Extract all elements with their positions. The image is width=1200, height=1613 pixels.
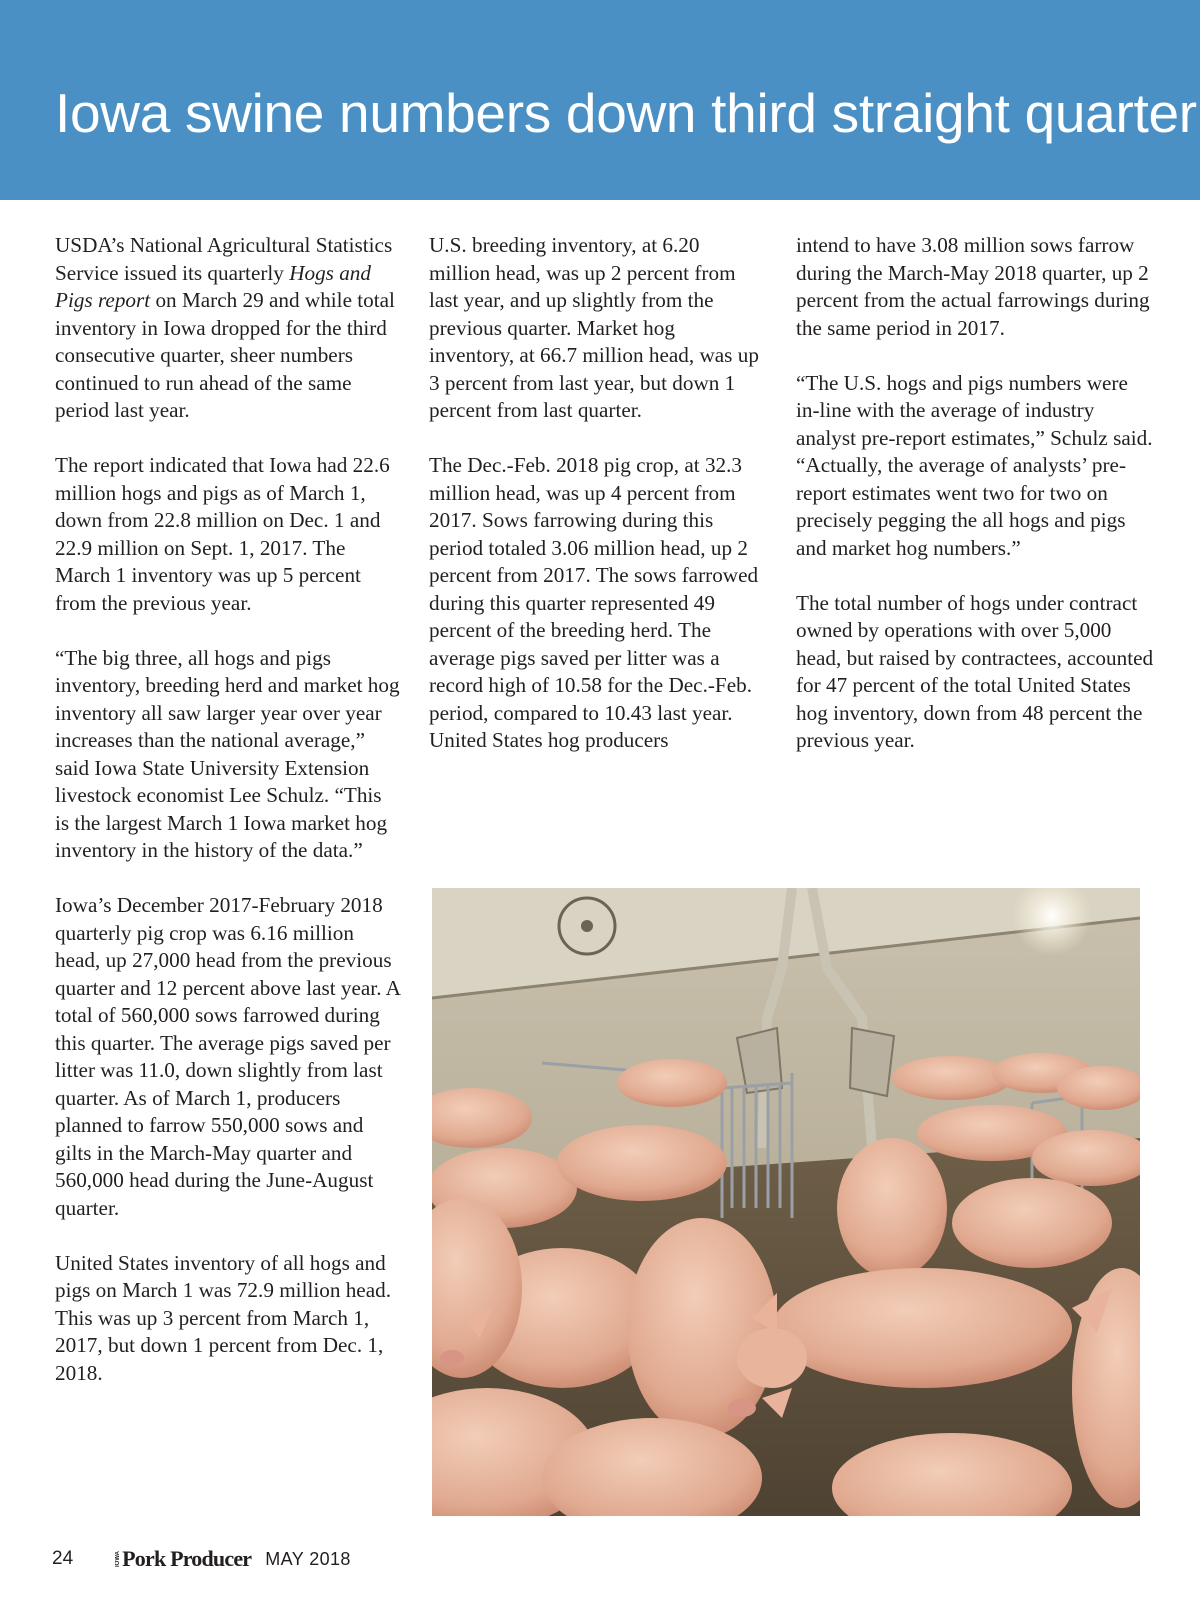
report-title-italic: Hogs and Pigs report [55,260,371,312]
logo-prefix: IOWA [115,1551,122,1567]
article-paragraph: U.S. breeding inventory, at 6.20 million head, was up 2 percent from last year, and up slightly from the previous quarter. Market hog inventory, at 66.7 million head, was up 3 percent from last year, but down 1 percent from last quarter. [429,233,759,422]
header-band [0,0,1200,200]
publication-logo [115,1546,251,1572]
article-column-3 [796,232,1156,782]
page-number: 24 [52,1548,74,1569]
issue-date: MAY 2018 [265,1548,351,1569]
article-column-2 [429,232,759,782]
article-paragraph: The report indicated that Iowa had 22.6 million hogs and pigs as of March 1, down from 22.8 million on Dec. 1 and 22.9 million on Sept. 1, 2017. The March 1 inventory was up 5 percent from the previous year. [55,453,390,615]
article-paragraph [55,232,400,425]
paragraph-text: on March 29 and while total inventory in Iowa dropped for the third consecutive quarter, sheer numbers continued to run ahead of the same period last year. [55,288,395,422]
article-column-1 [55,232,400,1415]
article-paragraph: Iowa’s December 2017-February 2018 quarterly pig crop was 6.16 million head, up 27,000 head from the previous quarter and 12 percent above last year. A total of 560,000 sows farrowed during this quarter. The average pigs saved per litter was 11.0, down slightly from last quarter. As of March 1, producers planned to farrow 550,000 sows and gilts in the March-May quarter and 560,000 head during the June-August quarter. [55,893,400,1220]
article-paragraph: The total number of hogs under contract owned by operations with over 5,000 head, but raised by contractees, accounted for 47 percent of the total United States hog inventory, down from 48 percent the previous year. [796,590,1154,752]
pigs-in-barn-photo [432,888,1140,1516]
article-paragraph: intend to have 3.08 million sows farrow during the March-May 2018 quarter, up 2 percent from the actual farrowings during the same period in 2017. [796,233,1150,340]
article-paragraph: “The big three, all hogs and pigs inventory, breeding herd and market hog inventory all saw larger year over year increases than the national average,” said Iowa State University Extension livestock economist Lee Schulz. “This is the largest March 1 Iowa market hog inventory in the history of the data.” [55,645,400,862]
page-footer [52,1544,351,1574]
article-paragraph: “The U.S. hogs and pigs numbers were in-line with the average of industry analyst pre-report estimates,” Schulz said. “Actually, the average of analysts’ pre-report estimates went two for two on precisely pegging the all hogs and pigs and market hog numbers.” [796,370,1153,560]
article-title: Iowa swine numbers down third straight quarter [55,82,1197,144]
article-paragraph: United States inventory of all hogs and pigs on March 1 was 72.9 million head. This was up 3 percent from March 1, 2017, but down 1 percent from Dec. 1, 2018. [55,1250,392,1385]
article-paragraph: The Dec.-Feb. 2018 pig crop, at 32.3 million head, was up 4 percent from 2017. Sows farrowing during this period totaled 3.06 million head, up 2 percent from 2017. The sows farrowed during this quarter represented 49 percent of the breeding herd. The average pigs saved per litter was a record high of 10.58 for the Dec.-Feb. period, compared to 10.43 last year. United States hog producers [429,453,759,752]
paragraph-text: USDA’s National Agricultural Statistics Service issued its quarterly [55,233,393,285]
logo-name: Pork Producer [122,1546,252,1571]
